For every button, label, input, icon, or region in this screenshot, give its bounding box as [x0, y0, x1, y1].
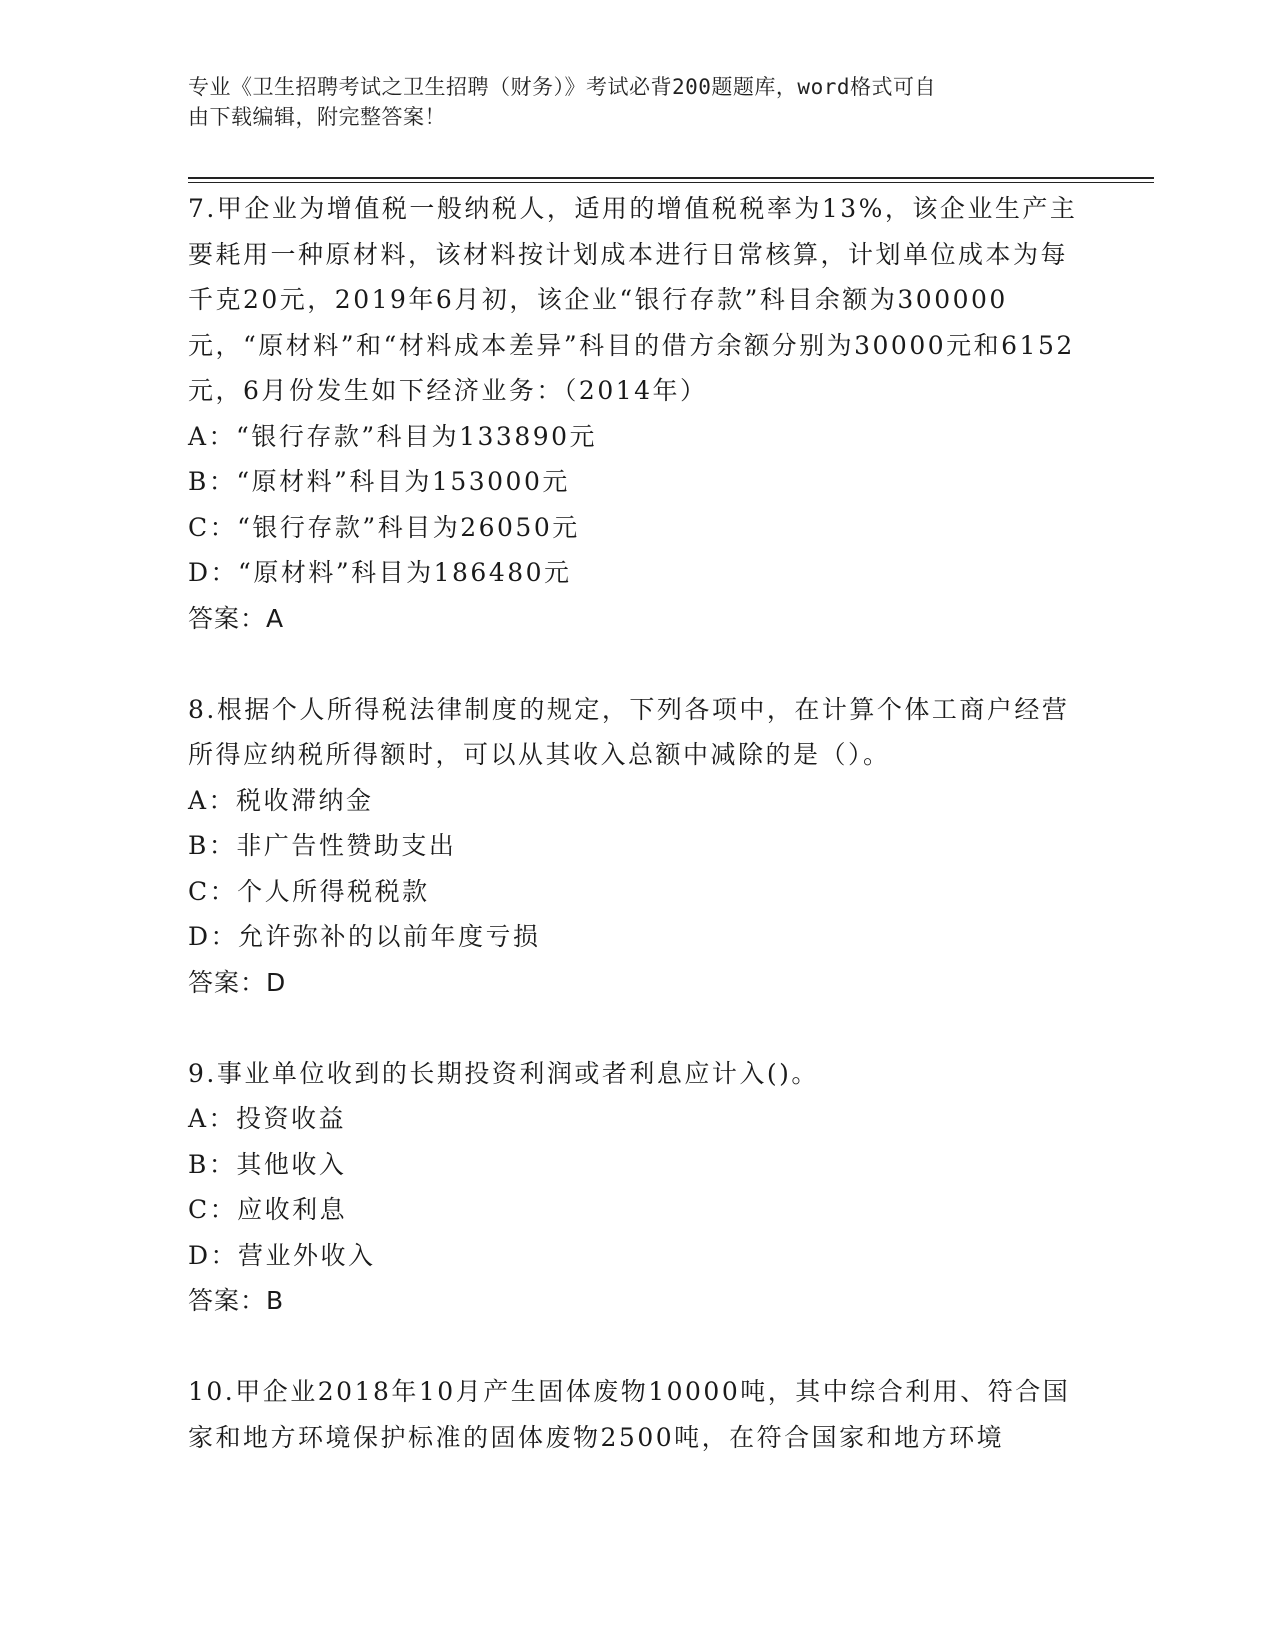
option-a: A：“银行存款”科目为133890元 [188, 421, 598, 451]
answer-label: 答案：D [188, 967, 287, 997]
spacer [188, 641, 1088, 687]
option-b: B：其他收入 [188, 1149, 347, 1179]
option-a: A：税收滞纳金 [188, 785, 374, 815]
option-b: B：“原材料”科目为153000元 [188, 467, 570, 496]
header-divider-thick [188, 177, 1154, 179]
header-title-line-2: 由下载编辑，附完整答案！ [188, 105, 446, 129]
question-text: 9.事业单位收到的长期投资利润或者利息应计入()。 [188, 1058, 819, 1088]
option-d: D：“原材料”科目为186480元 [188, 558, 572, 587]
option-a: A：投资收益 [188, 1104, 347, 1133]
option-c: C：个人所得税税款 [188, 876, 430, 906]
option-c: C：应收利息 [188, 1195, 348, 1224]
document-header [188, 72, 1068, 132]
answer-label: 答案：A [188, 603, 285, 633]
header-divider-thin [188, 182, 1154, 183]
question-text: 7.甲企业为增值税一般纳税人，适用的增值税税率为13%，该企业生产主要耗用一种原材料，该材料按计划成本进行日常核算，计划单位成本为每千克20元，2019年6月初，该企业“银行存款”科目余额为300000元，“原材料”和“材料成本差异”科目的借方余额分别为30000元和6152元，6月份发生如下经济业务：（2014年） [188, 194, 1078, 405]
header-title-line-1: 专业《卫生招聘考试之卫生招聘（财务）》考试必背200题题库，word格式可自 [188, 75, 936, 99]
question-text: 8.根据个人所得税法律制度的规定，下列各项中，在计算个体工商户经营所得应纳税所得额时，可以从其收入总额中减除的是（）。 [188, 694, 1070, 769]
option-b: B：非广告性赞助支出 [188, 831, 457, 860]
option-c: C：“银行存款”科目为26050元 [188, 512, 580, 542]
question-list [188, 186, 1088, 1460]
question-7 [188, 186, 1088, 641]
spacer [188, 1005, 1088, 1051]
spacer [188, 1324, 1088, 1370]
question-text: 10.甲企业2018年10月产生固体废物10000吨，其中综合利用、符合国家和地方环境保护标准的固体废物2500吨，在符合国家和地方环境 [188, 1377, 1071, 1452]
option-d: D：营业外收入 [188, 1240, 376, 1270]
question-9 [188, 1051, 1088, 1324]
answer-label: 答案：B [188, 1286, 285, 1315]
question-8 [188, 687, 1088, 1006]
option-d: D：允许弥补的以前年度亏损 [188, 922, 541, 951]
question-10 [188, 1369, 1088, 1460]
